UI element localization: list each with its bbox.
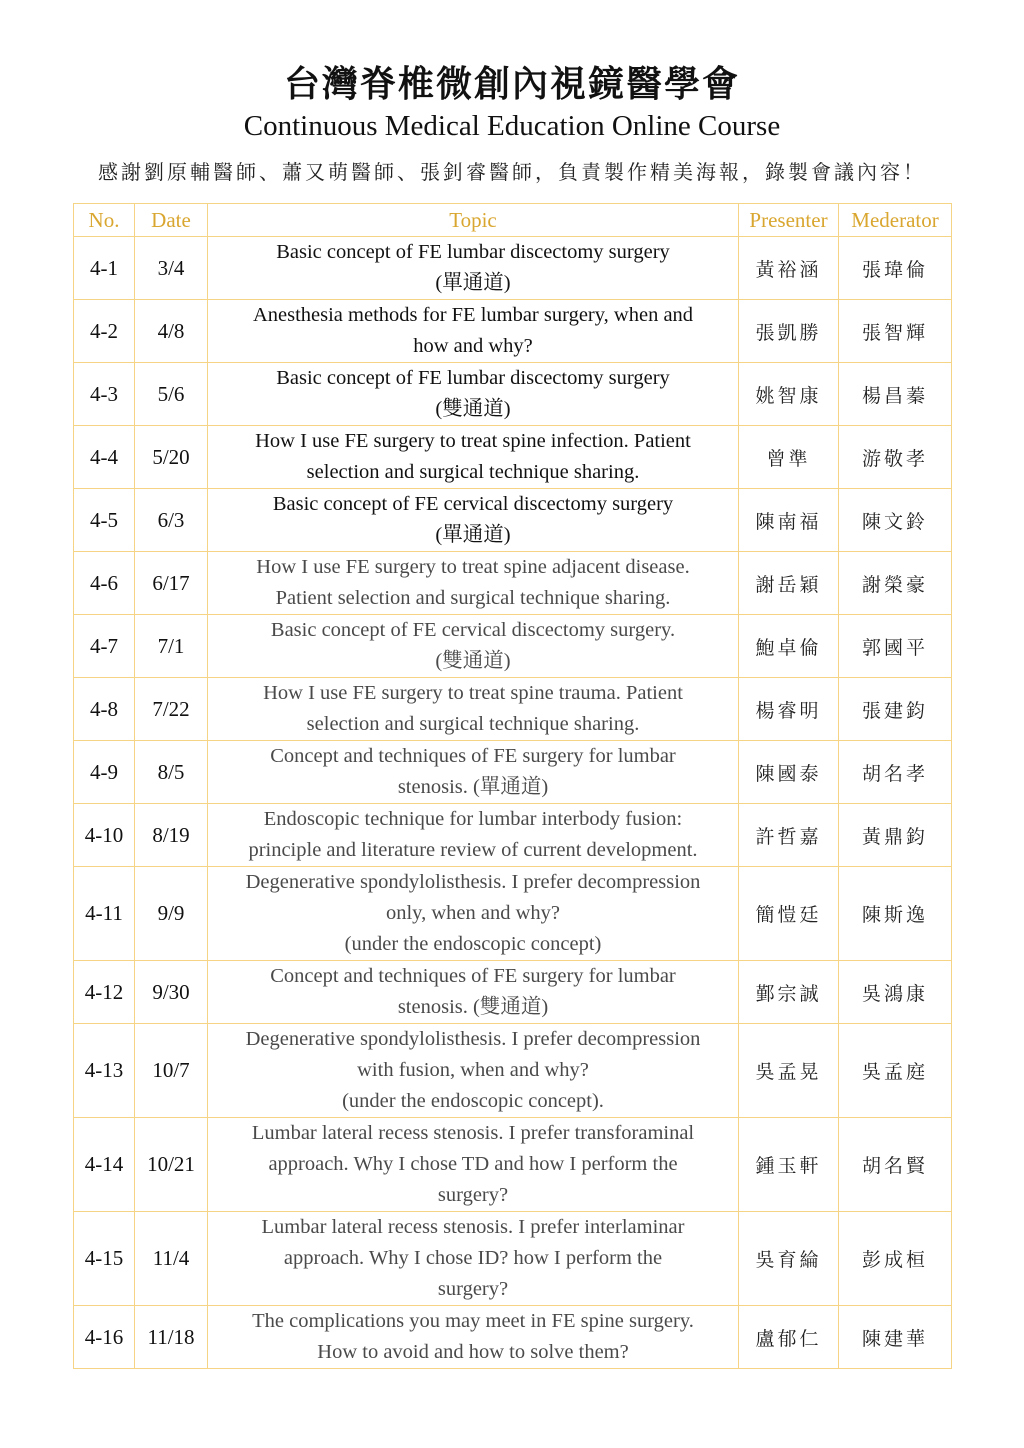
session-date: 7/22 bbox=[135, 678, 208, 741]
course-schedule-table bbox=[73, 203, 952, 1369]
topic-line: How to avoid and how to solve them? bbox=[317, 1341, 629, 1363]
topic-line: Lumbar lateral recess stenosis. I prefer interlaminar bbox=[261, 1216, 685, 1238]
table-row bbox=[74, 363, 952, 426]
presenter-name: 曾準 bbox=[739, 426, 839, 489]
session-date: 3/4 bbox=[135, 237, 208, 300]
topic-line: principle and literature review of current development. bbox=[248, 839, 698, 861]
presenter-name: 謝岳穎 bbox=[739, 552, 839, 615]
session-topic bbox=[208, 426, 739, 489]
session-date: 5/20 bbox=[135, 426, 208, 489]
moderator-name: 吳鴻康 bbox=[839, 961, 952, 1024]
session-number: 4-16 bbox=[74, 1306, 135, 1369]
session-number: 4-9 bbox=[74, 741, 135, 804]
table-row bbox=[74, 741, 952, 804]
moderator-name: 張建鈞 bbox=[839, 678, 952, 741]
topic-line: Degenerative spondylolisthesis. I prefer decompression bbox=[245, 1028, 701, 1050]
session-number: 4-7 bbox=[74, 615, 135, 678]
topic-line: The complications you may meet in FE spine surgery. bbox=[252, 1310, 694, 1332]
moderator-name: 吳孟庭 bbox=[839, 1024, 952, 1118]
topic-line: How I use FE surgery to treat spine adjacent disease. bbox=[256, 556, 690, 578]
session-number: 4-2 bbox=[74, 300, 135, 363]
topic-line: (雙通道) bbox=[435, 650, 511, 672]
topic-line: (under the endoscopic concept). bbox=[342, 1090, 604, 1112]
table-row bbox=[74, 489, 952, 552]
session-topic bbox=[208, 1118, 739, 1212]
session-number: 4-13 bbox=[74, 1024, 135, 1118]
session-topic bbox=[208, 867, 739, 961]
topic-line: (單通道) bbox=[435, 524, 511, 546]
session-topic bbox=[208, 741, 739, 804]
topic-line: stenosis. (雙通道) bbox=[397, 996, 549, 1018]
moderator-name: 胡名孝 bbox=[839, 741, 952, 804]
session-topic bbox=[208, 363, 739, 426]
presenter-name: 盧郁仁 bbox=[739, 1306, 839, 1369]
session-date: 8/5 bbox=[135, 741, 208, 804]
session-date: 10/21 bbox=[135, 1118, 208, 1212]
presenter-name: 張凱勝 bbox=[739, 300, 839, 363]
topic-line: only, when and why? bbox=[385, 902, 561, 924]
table-row bbox=[74, 1024, 952, 1118]
session-number: 4-1 bbox=[74, 237, 135, 300]
column-header-presenter: Presenter bbox=[739, 204, 839, 237]
table-body bbox=[74, 237, 952, 1369]
table-row bbox=[74, 678, 952, 741]
session-date: 8/19 bbox=[135, 804, 208, 867]
topic-line: Concept and techniques of FE surgery for lumbar bbox=[270, 745, 676, 767]
topic-line: (under the endoscopic concept) bbox=[344, 933, 602, 955]
table-row bbox=[74, 237, 952, 300]
session-date: 6/3 bbox=[135, 489, 208, 552]
presenter-name: 鄞宗誠 bbox=[739, 961, 839, 1024]
topic-line: Concept and techniques of FE surgery for lumbar bbox=[270, 965, 676, 987]
session-date: 5/6 bbox=[135, 363, 208, 426]
column-header-moderator: Mederator bbox=[839, 204, 952, 237]
session-number: 4-12 bbox=[74, 961, 135, 1024]
table-row bbox=[74, 867, 952, 961]
session-topic bbox=[208, 961, 739, 1024]
topic-line: Degenerative spondylolisthesis. I prefer decompression bbox=[245, 871, 701, 893]
session-number: 4-8 bbox=[74, 678, 135, 741]
session-number: 4-6 bbox=[74, 552, 135, 615]
presenter-name: 姚智康 bbox=[739, 363, 839, 426]
moderator-name: 謝榮豪 bbox=[839, 552, 952, 615]
topic-line: Anesthesia methods for FE lumbar surgery, when and bbox=[252, 304, 694, 326]
topic-line: approach. Why I chose ID? how I perform the bbox=[283, 1247, 663, 1269]
topic-line: (雙通道) bbox=[435, 398, 511, 420]
moderator-name: 胡名賢 bbox=[839, 1118, 952, 1212]
topic-line: surgery? bbox=[437, 1278, 509, 1300]
table-row bbox=[74, 615, 952, 678]
session-date: 9/30 bbox=[135, 961, 208, 1024]
topic-line: approach. Why I chose TD and how I perform the bbox=[268, 1153, 678, 1175]
topic-line: stenosis. (單通道) bbox=[397, 776, 549, 798]
session-number: 4-11 bbox=[74, 867, 135, 961]
presenter-name: 黃裕涵 bbox=[739, 237, 839, 300]
session-date: 9/9 bbox=[135, 867, 208, 961]
moderator-name: 游敬孝 bbox=[839, 426, 952, 489]
session-topic bbox=[208, 300, 739, 363]
session-date: 11/18 bbox=[135, 1306, 208, 1369]
presenter-name: 許哲嘉 bbox=[739, 804, 839, 867]
moderator-name: 楊昌蓁 bbox=[839, 363, 952, 426]
session-date: 11/4 bbox=[135, 1212, 208, 1306]
topic-line: selection and surgical technique sharing. bbox=[306, 713, 640, 735]
topic-line: Basic concept of FE lumbar discectomy surgery bbox=[276, 367, 670, 389]
moderator-name: 陳文鈴 bbox=[839, 489, 952, 552]
topic-line: Endoscopic technique for lumbar interbody fusion: bbox=[263, 808, 683, 830]
table-row bbox=[74, 1212, 952, 1306]
session-number: 4-5 bbox=[74, 489, 135, 552]
page-title: 台灣脊椎微創內視鏡醫學會 bbox=[283, 64, 740, 105]
session-number: 4-15 bbox=[74, 1212, 135, 1306]
moderator-name: 郭國平 bbox=[839, 615, 952, 678]
column-header-topic: Topic bbox=[208, 204, 739, 237]
presenter-name: 楊睿明 bbox=[739, 678, 839, 741]
presenter-name: 鮑卓倫 bbox=[739, 615, 839, 678]
moderator-name: 張智輝 bbox=[839, 300, 952, 363]
session-topic bbox=[208, 1024, 739, 1118]
table-row bbox=[74, 300, 952, 363]
moderator-name: 張瑋倫 bbox=[839, 237, 952, 300]
session-number: 4-14 bbox=[74, 1118, 135, 1212]
table-row bbox=[74, 804, 952, 867]
presenter-name: 吳育綸 bbox=[739, 1212, 839, 1306]
table-row bbox=[74, 1306, 952, 1369]
topic-line: with fusion, when and why? bbox=[357, 1059, 589, 1081]
topic-line: how and why? bbox=[413, 335, 533, 357]
table-header-row bbox=[74, 204, 952, 237]
presenter-name: 陳國泰 bbox=[739, 741, 839, 804]
session-date: 10/7 bbox=[135, 1024, 208, 1118]
table-row bbox=[74, 1118, 952, 1212]
topic-line: How I use FE surgery to treat spine trauma. Patient bbox=[263, 682, 683, 704]
topic-line: (單通道) bbox=[435, 272, 511, 294]
session-date: 6/17 bbox=[135, 552, 208, 615]
topic-line: Basic concept of FE cervical discectomy surgery bbox=[272, 493, 674, 515]
column-header-no: No. bbox=[74, 204, 135, 237]
session-number: 4-10 bbox=[74, 804, 135, 867]
session-topic bbox=[208, 489, 739, 552]
topic-line: Patient selection and surgical technique sharing. bbox=[275, 587, 671, 609]
session-date: 7/1 bbox=[135, 615, 208, 678]
table-row bbox=[74, 426, 952, 489]
session-topic bbox=[208, 237, 739, 300]
moderator-name: 彭成桓 bbox=[839, 1212, 952, 1306]
page-subtitle: Continuous Medical Education Online Course bbox=[243, 110, 781, 142]
session-date: 4/8 bbox=[135, 300, 208, 363]
presenter-name: 吳孟晃 bbox=[739, 1024, 839, 1118]
session-number: 4-3 bbox=[74, 363, 135, 426]
column-header-date: Date bbox=[135, 204, 208, 237]
session-topic bbox=[208, 804, 739, 867]
topic-line: selection and surgical technique sharing. bbox=[306, 461, 640, 483]
table-row bbox=[74, 961, 952, 1024]
session-topic bbox=[208, 552, 739, 615]
moderator-name: 陳建華 bbox=[839, 1306, 952, 1369]
topic-line: How I use FE surgery to treat spine infection. Patient bbox=[255, 430, 691, 452]
presenter-name: 陳南福 bbox=[739, 489, 839, 552]
presenter-name: 鍾玉軒 bbox=[739, 1118, 839, 1212]
topic-line: surgery? bbox=[437, 1184, 509, 1206]
session-topic bbox=[208, 615, 739, 678]
topic-line: Basic concept of FE lumbar discectomy surgery bbox=[276, 241, 670, 263]
acknowledgement-text: 感謝劉原輔醫師、蕭又萌醫師、張釗睿醫師，負責製作精美海報，錄製會議內容！ bbox=[98, 160, 926, 184]
moderator-name: 黃鼎鈞 bbox=[839, 804, 952, 867]
session-topic bbox=[208, 678, 739, 741]
presenter-name: 簡愷廷 bbox=[739, 867, 839, 961]
moderator-name: 陳斯逸 bbox=[839, 867, 952, 961]
topic-line: Lumbar lateral recess stenosis. I prefer transforaminal bbox=[251, 1122, 695, 1144]
topic-line: Basic concept of FE cervical discectomy surgery. bbox=[270, 619, 676, 641]
session-topic bbox=[208, 1212, 739, 1306]
session-topic bbox=[208, 1306, 739, 1369]
session-number: 4-4 bbox=[74, 426, 135, 489]
table-row bbox=[74, 552, 952, 615]
